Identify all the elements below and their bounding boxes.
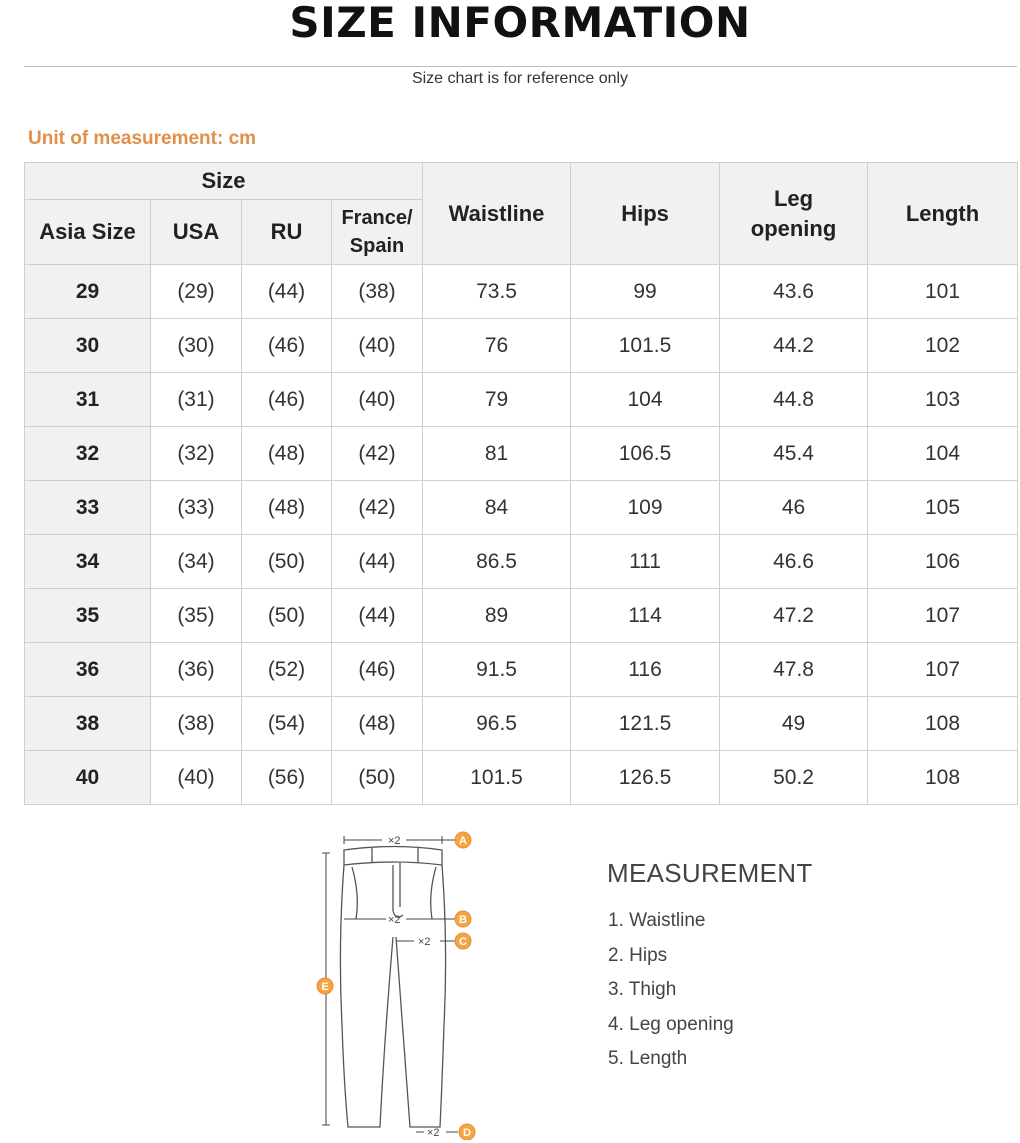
cell-usa: (30) [151, 319, 242, 373]
cell-waistline: 79 [423, 373, 571, 427]
cell-leg-opening: 47.2 [720, 589, 868, 643]
col-header-usa: USA [151, 200, 242, 265]
measurement-item-hips: 2. Hips [608, 944, 668, 966]
cell-france-spain: (46) [332, 643, 423, 697]
cell-usa: (34) [151, 535, 242, 589]
cell-asia-size: 38 [25, 697, 151, 751]
cell-leg-opening: 46.6 [720, 535, 868, 589]
cell-waistline: 96.5 [423, 697, 571, 751]
cell-ru: (46) [242, 319, 332, 373]
cell-france-spain: (42) [332, 481, 423, 535]
cell-waistline: 86.5 [423, 535, 571, 589]
table-row [25, 589, 1018, 643]
cell-ru: (50) [242, 535, 332, 589]
pocket-lines [352, 867, 436, 919]
cell-usa: (36) [151, 643, 242, 697]
size-chart-table [24, 162, 1018, 805]
cell-leg-opening: 43.6 [720, 265, 868, 319]
cell-asia-size: 35 [25, 589, 151, 643]
col-header-asia-size: Asia Size [25, 200, 151, 265]
cell-ru: (46) [242, 373, 332, 427]
cell-usa: (33) [151, 481, 242, 535]
cell-france-spain: (40) [332, 319, 423, 373]
cell-hips: 104 [571, 373, 720, 427]
marker-b-label: B [459, 914, 467, 926]
cell-leg-opening: 44.8 [720, 373, 868, 427]
cell-leg-opening: 49 [720, 697, 868, 751]
marker-e-label: E [321, 981, 329, 993]
cell-france-spain: (42) [332, 427, 423, 481]
unit-label: Unit of measurement: cm [28, 128, 257, 149]
cell-asia-size: 30 [25, 319, 151, 373]
belt-loops [372, 848, 418, 863]
cell-asia-size: 31 [25, 373, 151, 427]
measurement-title: MEASUREMENT [607, 858, 813, 888]
cell-usa: (35) [151, 589, 242, 643]
cell-length: 105 [868, 481, 1018, 535]
cell-france-spain: (44) [332, 535, 423, 589]
cell-length: 107 [868, 589, 1018, 643]
waist-multiplier: ×2 [388, 835, 401, 847]
table-row [25, 643, 1018, 697]
marker-a-label: A [459, 835, 467, 847]
table-row [25, 751, 1018, 805]
cell-waistline: 91.5 [423, 643, 571, 697]
france-spain-label: France/ Spain [341, 207, 413, 257]
title-divider [24, 66, 1017, 67]
marker-c-label: C [459, 936, 467, 948]
cell-length: 101 [868, 265, 1018, 319]
cell-usa: (31) [151, 373, 242, 427]
cell-usa: (40) [151, 751, 242, 805]
cell-leg-opening: 47.8 [720, 643, 868, 697]
cell-usa: (38) [151, 697, 242, 751]
table-row [25, 535, 1018, 589]
table-row [25, 481, 1018, 535]
cell-hips: 109 [571, 481, 720, 535]
cell-length: 106 [868, 535, 1018, 589]
cell-ru: (48) [242, 481, 332, 535]
measurement-item-thigh: 3. Thigh [608, 979, 677, 1001]
cell-waistline: 89 [423, 589, 571, 643]
cell-asia-size: 32 [25, 427, 151, 481]
table-row [25, 373, 1018, 427]
cell-leg-opening: 50.2 [720, 751, 868, 805]
cell-length: 107 [868, 643, 1018, 697]
thigh-multiplier: ×2 [418, 936, 431, 948]
table-row [25, 319, 1018, 373]
cell-waistline: 84 [423, 481, 571, 535]
cell-waistline: 101.5 [423, 751, 571, 805]
hip-multiplier: ×2 [388, 914, 401, 926]
cell-waistline: 73.5 [423, 265, 571, 319]
cell-hips: 116 [571, 643, 720, 697]
col-header-hips: Hips [571, 163, 720, 265]
cell-length: 108 [868, 751, 1018, 805]
leg-opening-multiplier: ×2 [427, 1127, 440, 1139]
leg-opening-label: Leg opening [750, 185, 837, 241]
measurement-list [608, 907, 734, 1080]
cell-france-spain: (40) [332, 373, 423, 427]
cell-usa: (29) [151, 265, 242, 319]
cell-france-spain: (38) [332, 265, 423, 319]
col-header-length: Length [868, 163, 1018, 265]
cell-hips: 126.5 [571, 751, 720, 805]
table-row [25, 265, 1018, 319]
cell-ru: (50) [242, 589, 332, 643]
pants-measurement-diagram [300, 815, 500, 1140]
cell-leg-opening: 45.4 [720, 427, 868, 481]
col-header-waistline: Waistline [423, 163, 571, 265]
size-chart-body [25, 265, 1018, 805]
right-leg-outline [396, 865, 446, 1127]
col-header-france-spain [332, 200, 423, 265]
waistband-outline [344, 847, 442, 866]
page-title: SIZE INFORMATION [289, 0, 751, 47]
cell-hips: 106.5 [571, 427, 720, 481]
left-leg-outline [340, 865, 393, 1127]
cell-usa: (32) [151, 427, 242, 481]
fly-outline [393, 863, 403, 917]
table-row [25, 697, 1018, 751]
cell-length: 102 [868, 319, 1018, 373]
cell-france-spain: (48) [332, 697, 423, 751]
cell-length: 108 [868, 697, 1018, 751]
cell-france-spain: (44) [332, 589, 423, 643]
measurement-item-waistline: 1. Waistline [608, 910, 706, 931]
cell-hips: 114 [571, 589, 720, 643]
cell-asia-size: 36 [25, 643, 151, 697]
cell-asia-size: 29 [25, 265, 151, 319]
cell-length: 103 [868, 373, 1018, 427]
cell-france-spain: (50) [332, 751, 423, 805]
cell-waistline: 76 [423, 319, 571, 373]
cell-waistline: 81 [423, 427, 571, 481]
cell-length: 104 [868, 427, 1018, 481]
cell-asia-size: 33 [25, 481, 151, 535]
cell-asia-size: 34 [25, 535, 151, 589]
cell-ru: (54) [242, 697, 332, 751]
subtitle: Size chart is for reference only [411, 70, 629, 87]
cell-ru: (44) [242, 265, 332, 319]
cell-ru: (56) [242, 751, 332, 805]
cell-hips: 99 [571, 265, 720, 319]
cell-hips: 111 [571, 535, 720, 589]
table-row [25, 427, 1018, 481]
cell-leg-opening: 44.2 [720, 319, 868, 373]
measurement-item-leg-opening: 4. Leg opening [608, 1013, 734, 1035]
cell-hips: 121.5 [571, 697, 720, 751]
cell-ru: (48) [242, 427, 332, 481]
cell-leg-opening: 46 [720, 481, 868, 535]
col-header-ru: RU [242, 200, 332, 265]
col-header-leg-opening [720, 163, 868, 265]
marker-d-label: D [463, 1127, 471, 1139]
cell-asia-size: 40 [25, 751, 151, 805]
cell-hips: 101.5 [571, 319, 720, 373]
size-group-header: Size [25, 163, 423, 200]
cell-ru: (52) [242, 643, 332, 697]
measurement-item-length: 5. Length [608, 1048, 688, 1070]
